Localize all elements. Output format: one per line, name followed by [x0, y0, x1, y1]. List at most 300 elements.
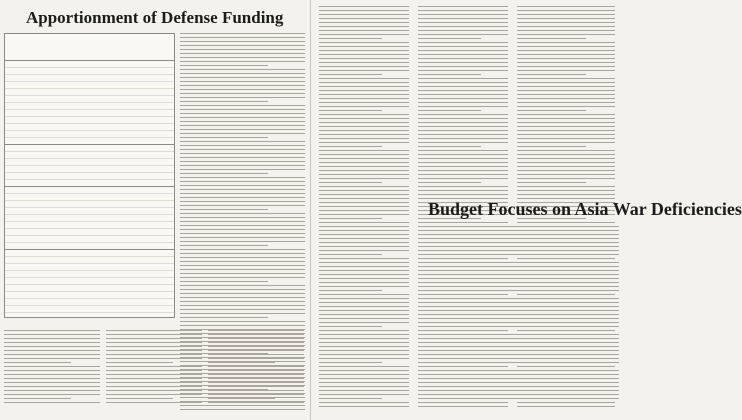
text-line: [418, 6, 508, 7]
text-line: [527, 390, 619, 391]
text-line: [180, 321, 305, 322]
text-line: [319, 238, 409, 239]
text-line: [319, 322, 409, 323]
text-line: [319, 362, 382, 363]
text-line: [180, 149, 305, 150]
table-row: [5, 117, 174, 124]
text-line: [319, 74, 382, 75]
text-line: [517, 170, 615, 171]
text-line: [527, 326, 619, 327]
text-line: [517, 38, 586, 39]
text-line: [319, 290, 382, 291]
table-row: [5, 250, 174, 257]
table-row: [5, 299, 174, 306]
text-line: [319, 158, 409, 159]
text-line: [319, 402, 409, 403]
text-line: [319, 130, 409, 131]
text-line: [418, 106, 508, 107]
text-line: [527, 374, 619, 375]
right-page: [311, 0, 742, 420]
text-line: [4, 402, 100, 403]
text-line: [208, 402, 304, 403]
text-line: [4, 330, 100, 331]
text-line: [418, 18, 508, 19]
text-line: [319, 202, 409, 203]
text-line: [180, 229, 305, 230]
table-row: [5, 236, 174, 243]
text-line: [418, 98, 508, 99]
text-line: [208, 382, 304, 383]
text-line: [180, 297, 305, 298]
text-line: [106, 378, 202, 379]
text-line: [180, 93, 305, 94]
text-line: [208, 374, 304, 375]
table-row: [5, 278, 174, 285]
text-line: [319, 166, 409, 167]
text-line: [319, 398, 382, 399]
text-line: [430, 330, 494, 331]
text-line: [180, 57, 305, 58]
text-line: [418, 58, 508, 59]
text-line: [319, 370, 409, 371]
text-line: [4, 378, 100, 379]
text-line: [430, 362, 522, 363]
text-line: [4, 338, 100, 339]
text-line: [319, 106, 409, 107]
body-column: [527, 226, 619, 406]
text-line: [527, 238, 619, 239]
text-line: [517, 74, 586, 75]
text-line: [208, 330, 304, 331]
text-line: [430, 274, 522, 275]
text-line: [430, 322, 522, 323]
text-line: [517, 406, 615, 407]
text-line: [319, 330, 409, 331]
text-line: [180, 61, 305, 62]
text-line: [319, 406, 409, 407]
text-line: [430, 382, 522, 383]
table-row: [5, 187, 174, 194]
text-line: [4, 398, 71, 399]
text-line: [180, 153, 305, 154]
text-line: [527, 338, 619, 339]
text-line: [180, 233, 305, 234]
text-line: [180, 317, 268, 318]
text-line: [430, 262, 522, 263]
text-line: [430, 298, 522, 299]
text-line: [4, 394, 100, 395]
text-line: [319, 78, 409, 79]
text-line: [208, 366, 304, 367]
body-column: [430, 226, 522, 406]
table-row: [5, 96, 174, 103]
text-line: [180, 173, 268, 174]
text-line: [430, 286, 522, 287]
text-line: [180, 197, 305, 198]
text-line: [180, 281, 268, 282]
left-page: [0, 0, 311, 420]
left-headline: Apportionment of Defense Funding: [26, 8, 284, 27]
text-line: [418, 26, 508, 27]
text-line: [180, 305, 305, 306]
text-line: [430, 378, 522, 379]
text-line: [319, 98, 409, 99]
text-line: [319, 134, 409, 135]
text-line: [180, 37, 305, 38]
text-line: [319, 126, 409, 127]
text-line: [106, 398, 173, 399]
text-line: [418, 130, 508, 131]
text-line: [527, 346, 619, 347]
text-line: [418, 182, 481, 183]
text-line: [180, 273, 305, 274]
text-line: [319, 62, 409, 63]
text-line: [430, 266, 522, 267]
text-line: [527, 282, 619, 283]
text-line: [319, 42, 409, 43]
text-line: [319, 374, 409, 375]
text-line: [319, 318, 409, 319]
text-line: [180, 221, 305, 222]
text-line: [319, 182, 382, 183]
text-line: [106, 394, 202, 395]
text-line: [180, 253, 305, 254]
text-line: [430, 346, 522, 347]
text-line: [418, 126, 508, 127]
text-line: [319, 358, 409, 359]
text-line: [106, 334, 202, 335]
text-line: [106, 338, 202, 339]
text-line: [106, 382, 202, 383]
text-line: [180, 141, 305, 142]
text-line: [180, 105, 305, 106]
text-line: [430, 314, 522, 315]
text-line: [527, 310, 619, 311]
text-line: [319, 162, 409, 163]
text-line: [430, 226, 522, 227]
text-line: [180, 77, 305, 78]
text-line: [430, 310, 522, 311]
text-line: [418, 174, 508, 175]
text-line: [527, 342, 619, 343]
text-line: [319, 302, 409, 303]
text-line: [430, 242, 522, 243]
text-line: [319, 354, 409, 355]
text-line: [527, 358, 619, 359]
text-line: [319, 154, 409, 155]
text-line: [180, 285, 305, 286]
text-line: [527, 354, 619, 355]
text-line: [319, 174, 409, 175]
text-line: [180, 201, 305, 202]
text-line: [319, 314, 409, 315]
text-line: [517, 162, 615, 163]
text-line: [517, 114, 615, 115]
table-row: [5, 285, 174, 292]
text-line: [180, 177, 305, 178]
text-line: [180, 121, 305, 122]
table-row: [5, 257, 174, 264]
text-line: [517, 30, 615, 31]
text-line: [517, 174, 615, 175]
text-line: [517, 42, 615, 43]
text-line: [106, 366, 202, 367]
text-line: [180, 261, 305, 262]
text-line: [517, 194, 615, 195]
text-line: [418, 70, 508, 71]
text-line: [180, 181, 305, 182]
text-line: [527, 290, 619, 291]
text-line: [517, 50, 615, 51]
table-row: [5, 194, 174, 201]
text-line: [517, 118, 615, 119]
text-line: [418, 22, 508, 23]
text-line: [418, 38, 481, 39]
text-line: [430, 294, 494, 295]
text-line: [319, 186, 409, 187]
text-line: [418, 194, 508, 195]
table-row: [5, 215, 174, 222]
text-line: [319, 338, 409, 339]
text-line: [430, 278, 522, 279]
text-line: [517, 26, 615, 27]
text-line: [180, 101, 268, 102]
table-header-block: [5, 34, 174, 61]
text-line: [418, 154, 508, 155]
text-line: [4, 350, 100, 351]
text-line: [517, 186, 615, 187]
text-line: [4, 342, 100, 343]
table-row: [5, 229, 174, 236]
text-line: [319, 38, 382, 39]
text-line: [180, 237, 305, 238]
text-line: [4, 374, 100, 375]
text-line: [319, 390, 409, 391]
text-line: [527, 266, 619, 267]
body-column: [106, 330, 202, 406]
text-line: [319, 382, 409, 383]
text-line: [319, 22, 409, 23]
text-line: [180, 409, 305, 410]
text-line: [430, 270, 522, 271]
text-line: [527, 386, 619, 387]
text-line: [319, 118, 409, 119]
table-row: [5, 292, 174, 299]
text-line: [430, 402, 494, 403]
text-line: [418, 158, 508, 159]
text-line: [319, 366, 409, 367]
table-row: [5, 180, 174, 187]
text-line: [418, 138, 508, 139]
text-line: [319, 190, 409, 191]
text-line: [517, 134, 615, 135]
text-line: [319, 6, 409, 7]
text-line: [180, 45, 305, 46]
text-line: [418, 78, 508, 79]
text-line: [418, 178, 508, 179]
text-line: [319, 346, 409, 347]
text-line: [517, 22, 615, 23]
text-line: [517, 46, 615, 47]
text-line: [418, 66, 508, 67]
text-line: [517, 138, 615, 139]
text-line: [319, 66, 409, 67]
text-line: [319, 150, 409, 151]
text-line: [319, 206, 409, 207]
text-line: [180, 205, 305, 206]
table-row: [5, 201, 174, 208]
text-line: [319, 34, 409, 35]
text-line: [180, 145, 305, 146]
text-line: [319, 178, 409, 179]
text-line: [527, 382, 619, 383]
text-line: [517, 158, 615, 159]
table-body: [5, 61, 174, 313]
text-line: [527, 402, 591, 403]
text-line: [319, 386, 409, 387]
text-line: [517, 190, 615, 191]
text-line: [517, 90, 615, 91]
text-line: [180, 113, 305, 114]
text-line: [527, 314, 619, 315]
text-line: [418, 190, 508, 191]
table-row: [5, 306, 174, 313]
text-line: [517, 166, 615, 167]
text-line: [180, 289, 305, 290]
text-line: [418, 114, 508, 115]
text-line: [4, 346, 100, 347]
text-line: [430, 254, 522, 255]
text-line: [517, 62, 615, 63]
text-line: [517, 130, 615, 131]
text-line: [319, 266, 409, 267]
text-line: [180, 265, 305, 266]
text-line: [527, 250, 619, 251]
text-line: [4, 382, 100, 383]
text-line: [517, 54, 615, 55]
body-column: [319, 6, 409, 410]
text-line: [430, 334, 522, 335]
text-line: [517, 14, 615, 15]
text-line: [319, 310, 409, 311]
text-line: [319, 210, 409, 211]
text-line: [418, 166, 508, 167]
text-line: [319, 26, 409, 27]
text-line: [517, 122, 615, 123]
text-line: [319, 334, 409, 335]
text-line: [319, 222, 409, 223]
text-line: [319, 262, 409, 263]
text-line: [180, 189, 305, 190]
text-line: [208, 378, 304, 379]
text-line: [319, 46, 409, 47]
text-line: [180, 125, 305, 126]
text-line: [180, 293, 305, 294]
text-line: [208, 398, 275, 399]
text-line: [180, 97, 305, 98]
text-line: [4, 366, 100, 367]
text-line: [430, 338, 522, 339]
text-line: [180, 169, 305, 170]
text-line: [517, 70, 615, 71]
text-line: [180, 309, 305, 310]
text-line: [180, 225, 305, 226]
text-line: [180, 137, 268, 138]
text-line: [517, 178, 615, 179]
text-line: [527, 306, 619, 307]
text-line: [208, 354, 304, 355]
text-line: [527, 258, 591, 259]
text-line: [208, 362, 275, 363]
text-line: [517, 182, 586, 183]
text-line: [430, 398, 522, 399]
text-line: [430, 306, 522, 307]
text-line: [106, 350, 202, 351]
text-line: [319, 282, 409, 283]
text-line: [319, 146, 382, 147]
text-line: [180, 313, 305, 314]
text-line: [418, 170, 508, 171]
text-line: [319, 298, 409, 299]
text-line: [527, 322, 619, 323]
text-line: [418, 222, 508, 223]
text-line: [180, 257, 305, 258]
text-line: [180, 277, 305, 278]
text-line: [208, 394, 304, 395]
text-line: [517, 58, 615, 59]
text-line: [430, 302, 522, 303]
text-line: [527, 398, 619, 399]
text-line: [418, 146, 481, 147]
text-line: [430, 390, 522, 391]
table-row: [5, 131, 174, 138]
text-line: [106, 386, 202, 387]
text-line: [418, 14, 508, 15]
text-line: [4, 370, 100, 371]
text-line: [319, 114, 409, 115]
text-line: [319, 86, 409, 87]
text-line: [418, 134, 508, 135]
text-line: [319, 242, 409, 243]
text-line: [517, 94, 615, 95]
text-line: [319, 294, 409, 295]
text-line: [418, 162, 508, 163]
text-line: [106, 362, 173, 363]
table-row: [5, 75, 174, 82]
text-line: [418, 86, 508, 87]
text-line: [418, 82, 508, 83]
text-line: [208, 334, 304, 335]
text-line: [180, 117, 305, 118]
text-line: [208, 358, 304, 359]
text-line: [319, 138, 409, 139]
text-line: [319, 214, 409, 215]
text-line: [430, 238, 522, 239]
text-line: [4, 354, 100, 355]
text-line: [180, 81, 305, 82]
text-line: [319, 254, 382, 255]
text-line: [517, 98, 615, 99]
text-line: [527, 226, 619, 227]
table-row: [5, 271, 174, 278]
text-line: [527, 394, 619, 395]
text-line: [527, 242, 619, 243]
text-line: [418, 122, 508, 123]
text-line: [517, 78, 615, 79]
text-line: [319, 54, 409, 55]
text-line: [319, 218, 382, 219]
text-line: [527, 270, 619, 271]
